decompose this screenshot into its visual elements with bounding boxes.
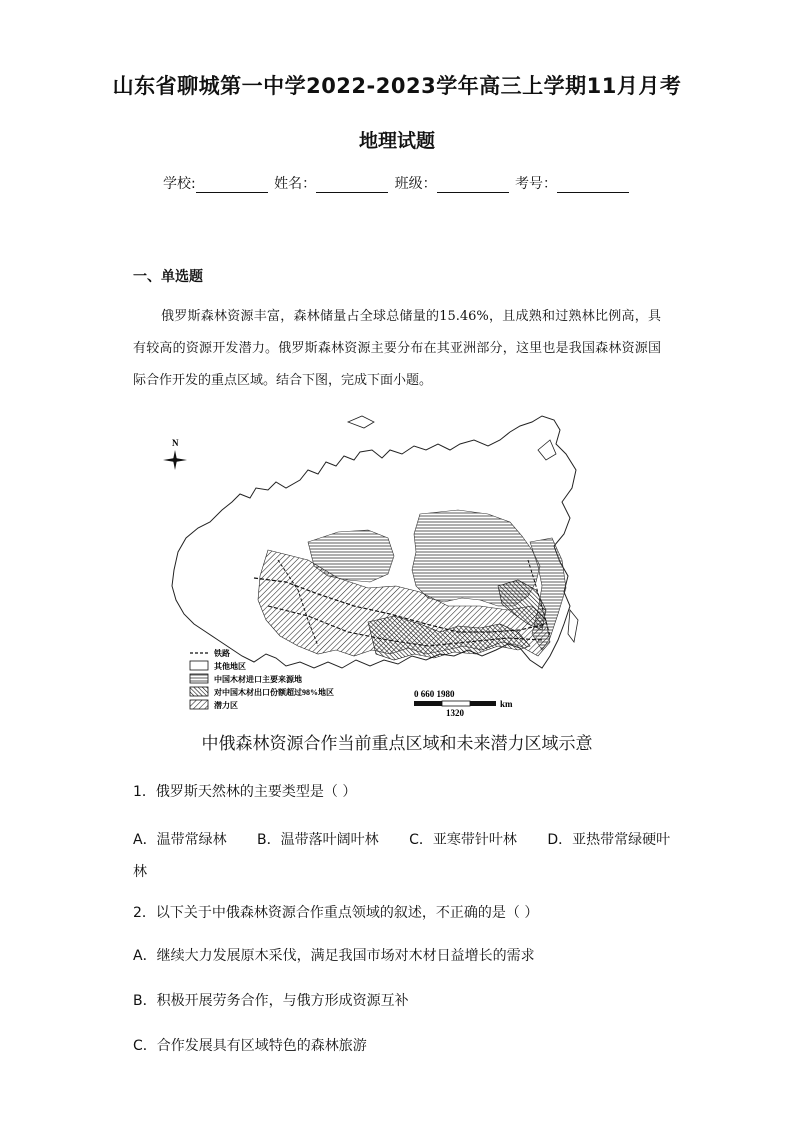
scale-top-labels: 0 660 1980 [414, 689, 455, 699]
exam-subtitle: 地理试题 [358, 130, 435, 152]
passage-text: 俄罗斯森林资源丰富，森林储量占全球总储量的15.46%，且成熟和过熟林比例高，具有较高的资源开发潜力。俄罗斯森林资源主要分布在其亚洲部分，这里也是我国森林资源国际合作开发的重点区域。结合下图，完成下面小题。 [133, 309, 661, 388]
id-blank[interactable] [557, 178, 629, 193]
student-info-line [0, 173, 794, 193]
q1-option-b[interactable]: B．温带落叶阔叶林 [257, 832, 379, 848]
legend-potential: 潜力区 [214, 701, 238, 710]
section-heading: 一、单选题 [133, 269, 203, 285]
question-2-stem: 2．以下关于中俄森林资源合作重点领域的叙述，不正确的是（ ） [133, 905, 539, 921]
legend-railway: 铁路 [214, 649, 230, 658]
question-1-stem: 1．俄罗斯天然林的主要类型是（ ） [133, 784, 357, 800]
exam-title: 山东省聊城第一中学2022-2023学年高三上学期11月月考 [112, 74, 682, 98]
q1-option-c[interactable]: C．亚寒带针叶林 [409, 832, 517, 848]
north-label: N [172, 438, 179, 448]
map-caption: 中俄森林资源合作当前重点区域和未来潜力区域示意 [201, 734, 593, 754]
legend-other: 其他地区 [214, 662, 246, 671]
school-label: 学校: [162, 176, 196, 192]
question-1-options [133, 824, 673, 888]
q2-option-c[interactable]: C．合作发展具有区域特色的森林旅游 [133, 1038, 367, 1054]
map-scale-bar [414, 689, 513, 718]
class-label: 班级： [394, 176, 437, 192]
q1-option-a[interactable]: A．温带常绿林 [133, 832, 227, 848]
q2-option-a[interactable]: A．继续大力发展原木采伐，满足我国市场对木材日益增长的需求 [133, 948, 535, 964]
russia-forest-map [158, 410, 590, 722]
name-blank[interactable] [316, 178, 388, 193]
name-label: 姓名： [274, 176, 317, 192]
q1-option-d[interactable]: D．亚热带常绿硬叶林 [133, 832, 671, 880]
id-label: 考号： [515, 176, 558, 192]
legend-export-98: 对中国木材出口份额超过98%地区 [214, 688, 334, 697]
class-blank[interactable] [437, 178, 509, 193]
north-arrow-icon [163, 438, 187, 470]
scale-unit: km [500, 699, 513, 709]
legend-main-source: 中国木材进口主要来源地 [214, 675, 302, 684]
school-blank[interactable] [196, 178, 268, 193]
q2-option-b[interactable]: B．积极开展劳务合作，与俄方形成资源互补 [133, 993, 409, 1009]
scale-bottom-label: 1320 [446, 708, 464, 718]
